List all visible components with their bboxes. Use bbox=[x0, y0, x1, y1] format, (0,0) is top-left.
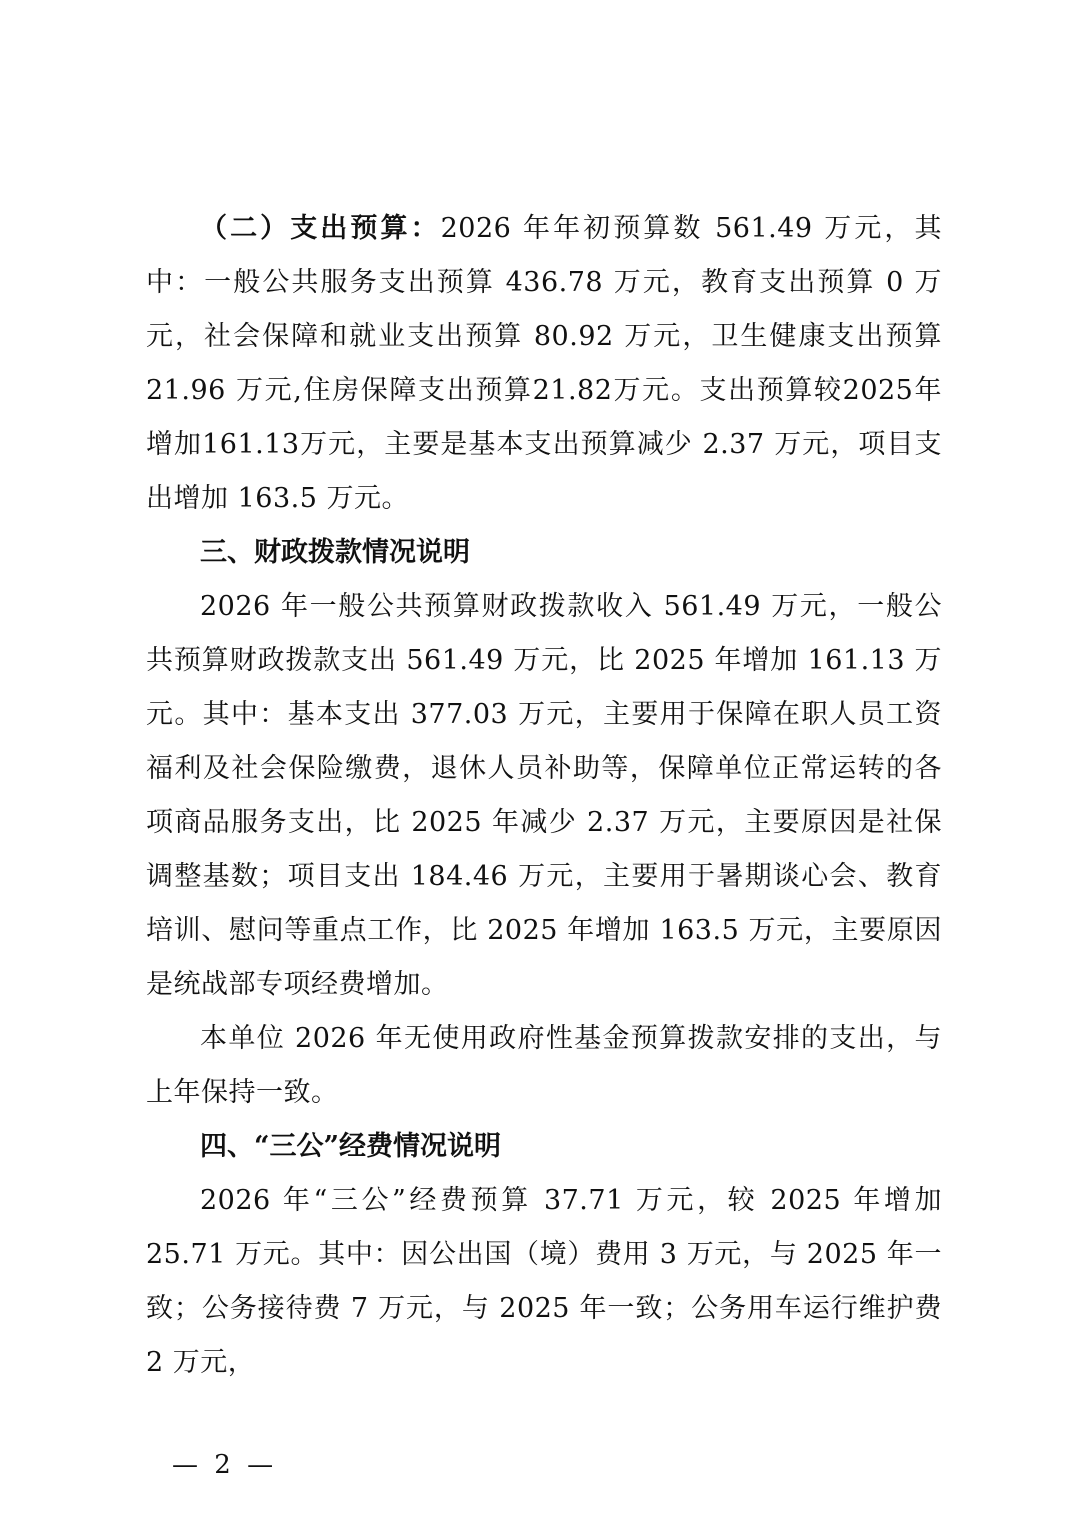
body-text bbox=[146, 202, 942, 1390]
section-heading-three-public-expenses: 四、“三公”经费情况说明 bbox=[200, 1131, 502, 1162]
page-number: — 2 — bbox=[172, 1450, 278, 1480]
expenditure-budget-body: 2026 年年初预算数 561.49 万元，其中：一般公共服务支出预算 436.78 万元，教育支出预算 0 万元，社会保障和就业支出预算 80.92 万元，卫生健康支出预算 21.96 万元,住房保障支出预算21.82万元。支出预算较2025年增加161.13万元，主要是基本支出预算减少 2.37 万元，项目支出增加 163.5 万元。 bbox=[146, 213, 942, 514]
expenditure-budget-lead: （二）支出预算： bbox=[200, 213, 441, 244]
expenditure-budget-paragraph bbox=[146, 202, 942, 526]
three-public-expenses-paragraph: 2026 年“三公”经费预算 37.71 万元，较 2025 年增加 25.71 万元。其中：因公出国（境）费用 3 万元，与 2025 年一致；公务接待费 7 万元，与 2025 年一致；公务用车运行维护费 2 万元， bbox=[146, 1185, 942, 1378]
fiscal-appropriation-paragraph: 2026 年一般公共预算财政拨款收入 561.49 万元，一般公共预算财政拨款支出 561.49 万元，比 2025 年增加 161.13 万元。其中：基本支出 377.03 万元，主要用于保障在职人员工资福利及社会保险缴费，退休人员补助等，保障单位正常运转的各项商品服务支出，比 2025 年减少 2.37 万元，主要原因是社保调整基数；项目支出 184.46 万元，主要用于暑期谈心会、教育培训、慰问等重点工作，比 2025 年增加 163.5 万元，主要原因是统战部专项经费增加。 bbox=[146, 591, 942, 1000]
government-fund-paragraph: 本单位 2026 年无使用政府性基金预算拨款安排的支出，与上年保持一致。 bbox=[146, 1023, 942, 1108]
section-heading-fiscal-appropriation: 三、财政拨款情况说明 bbox=[200, 537, 470, 568]
